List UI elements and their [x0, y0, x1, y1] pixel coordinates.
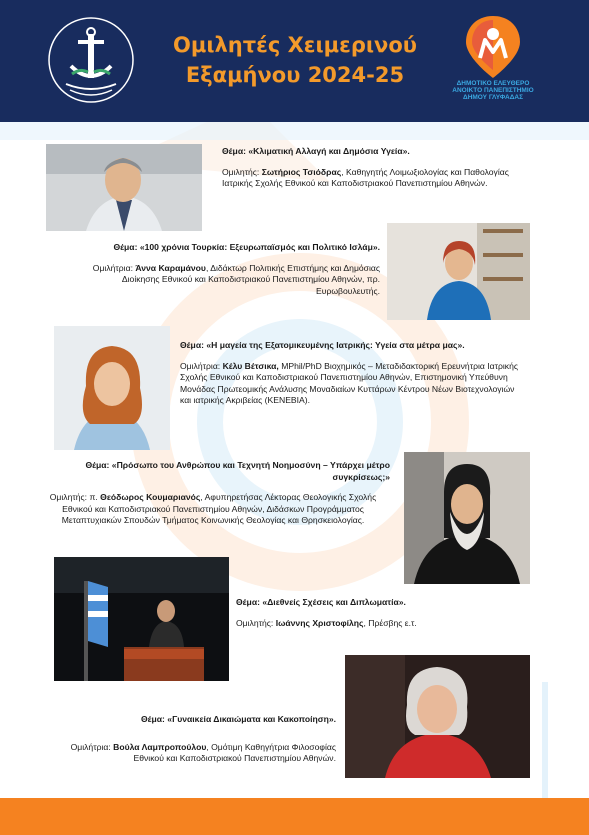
- talk-5-name: Ιωάννης Χριστοφίλης: [275, 617, 364, 628]
- talk-2-topic: Θέμα: «100 χρόνια Τουρκία: Εξευρωπαϊσμός και Πολιτικό Ισλάμ».: [113, 242, 380, 252]
- title-line-2: Εξαμήνου 2024-25: [185, 63, 405, 87]
- footer-bar: [0, 798, 589, 835]
- speaker-photo-karamanou: [387, 223, 530, 320]
- talk-1-text: [222, 146, 522, 190]
- speakers-section: [0, 122, 589, 798]
- talk-3-text: [180, 340, 520, 407]
- title-line-1: Ομιλητές Χειμερινού: [173, 33, 417, 57]
- talk-4-desc: , Αφυπηρετήσας Λέκτορας Θεολογικής Σχολής Εθνικού και Καποδιστριακού Πανεπιστημίου Αθηνών, Διδάσκων Προγράμματος Μεταπτυχιακών Σπουδών Τμήματος Κοινωνικής Θεολογίας και Θρησκειολογίας.: [61, 492, 377, 525]
- talk-6-text: [60, 714, 336, 765]
- talk-2-speaker: [30, 263, 380, 298]
- talk-6-role: Ομιλήτρια:: [70, 741, 114, 752]
- municipality-logo: [44, 10, 138, 110]
- speaker-photo-lampropoulou: [345, 655, 530, 778]
- speaker-photo-koumarianos: [404, 452, 530, 584]
- speaker-photo-tsiodras: [46, 144, 202, 231]
- talk-1-role: Ομιλητής:: [222, 166, 262, 177]
- talk-4-text: [36, 460, 390, 527]
- talk-2-text: [30, 242, 380, 297]
- pin-logo-icon: [464, 14, 522, 80]
- talk-3-role: Ομιλήτρια:: [180, 360, 223, 371]
- talk-6-name: Βούλα Λαμπροπούλου: [113, 741, 207, 752]
- talk-5-role: Ομιλητής:: [236, 617, 276, 628]
- talk-3-topic: Θέμα: «Η μαγεία της Εξατομικευμένης Ιατρικής: Υγεία στα μέτρα μας».: [180, 340, 465, 350]
- talk-2-name: Άννα Καραμάνου: [135, 262, 206, 273]
- talk-1-topic: Θέμα: «Κλιματική Αλλαγή και Δημόσια Υγεία».: [222, 146, 410, 156]
- talk-3-desc: MPhil/PhD Βιοχημικός – Μεταδιδακτορική Ερευνήτρια Ιατρικής Σχολής Εθνικού και Καποδιστριακού Πανεπιστημίου Αθηνών, Επιστημονική Υπεύθυνη Μονάδας Πρωτεομικής Ανάλυσης Μοναδιαίων Κυττάρων Κέντρου Νέων Βιοτεχνολογιών και ιατρικής Ακριβείας (ΚΕΝΕΒΙΑ).: [180, 360, 519, 405]
- talk-3-speaker: [180, 361, 520, 407]
- university-logo-line-3: ΔΗΜΟΥ ΓΛΥΦΑΔΑΣ: [463, 94, 523, 101]
- talk-6-topic: Θέμα: «Γυναικεία Δικαιώματα και Κακοποίηση».: [140, 714, 336, 724]
- speaker-photo-christofilis: [54, 557, 229, 681]
- university-logo-line-1: ΔΗΜΟΤΙΚΟ ΕΛΕΥΘΕΡΟ: [456, 80, 530, 87]
- university-logo-line-2: ΑΝΟΙΚΤΟ ΠΑΝΕΠΙΣΤΗΜΙΟ: [452, 87, 534, 94]
- talk-4-name: Θεόδωρος Κουμαριανός: [100, 492, 201, 502]
- speaker-photo-vetsika: [54, 326, 170, 450]
- talk-4-role: Ομιλητής: π.: [49, 492, 101, 502]
- university-logo: [433, 14, 553, 118]
- talk-5-topic: Θέμα: «Διεθνείς Σχέσεις και Διπλωματία».: [236, 597, 406, 607]
- talk-1-desc: , Καθηγητής Λοιμωξιολογίας και Παθολογίας Ιατρικής Σχολής Εθνικού και Καποδιστριακού Πανεπιστημίου Αθηνών.: [222, 166, 509, 188]
- page-title: [150, 30, 440, 90]
- talk-5-text: [236, 597, 536, 629]
- talk-1-name: Σωτήριος Τσιόδρας: [261, 166, 342, 177]
- talk-6-desc: , Ομότιμη Καθηγήτρια Φιλοσοφίας Εθνικού και Καποδιστριακού Πανεπιστημίου Αθηνών.: [133, 741, 336, 763]
- talk-4-speaker: [36, 492, 390, 527]
- talk-2-desc: , Διδάκτωρ Πολιτικής Επιστήμης και Δημόσιας Διοίκησης Εθνικού και Καποδιστριακού Πανεπιστημίου Αθηνών, πρ. Ευρωβουλευτής.: [121, 262, 380, 296]
- talk-5-desc: , Πρέσβης ε.τ.: [363, 617, 417, 628]
- talk-4-topic: Θέμα: «Πρόσωπο του Ανθρώπου και Τεχνητή Νοημοσύνη – Υπάρχει μέτρο συγκρίσεως;»: [85, 460, 390, 482]
- talk-6-speaker: [60, 742, 336, 765]
- talk-3-name: Κέλυ Βέτσικα,: [222, 360, 279, 371]
- talk-2-role: Ομιλήτρια:: [92, 262, 136, 273]
- talk-1-speaker: [222, 167, 522, 190]
- talk-5-speaker: [236, 618, 536, 630]
- header-banner: [0, 0, 589, 122]
